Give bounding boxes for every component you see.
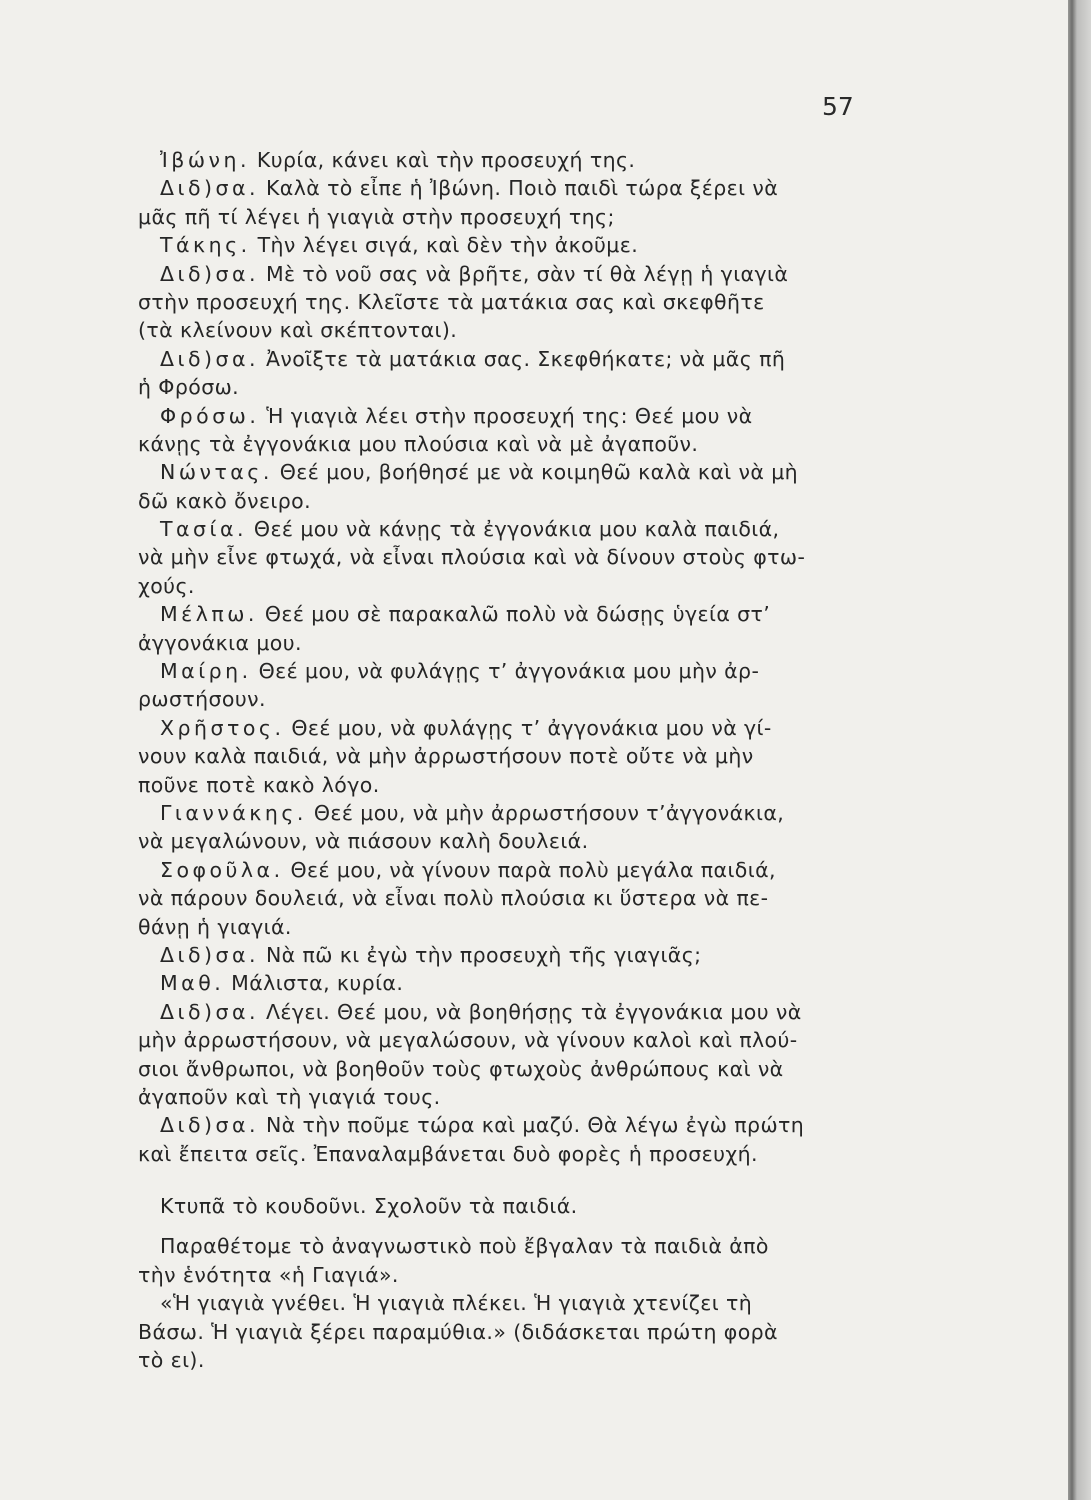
paragraph-line: Παραθέτομε τὸ ἀναγνωστικὸ ποὺ ἔβγαλαν τὰ παιδιὰ ἀπὸ [160,1234,769,1259]
line-text: ἀγαποῦν καὶ τὴ γιαγιά τους. [138,1084,441,1109]
line-text: ποῦνε ποτὲ κακὸ λόγο. [138,772,380,797]
dialogue-line [138,146,878,174]
line-text: ρωστήσουν. [138,687,266,712]
dialogue-line [138,1083,878,1111]
dialogue-line [138,969,878,997]
dialogue-line [138,373,878,401]
dialogue-line [138,1111,878,1139]
dialogue-line [138,1140,878,1168]
dialogue-line [138,260,878,288]
dialogue-line [138,742,878,770]
line-text: νουν καλὰ παιδιά, νὰ μὴν ἀρρωστήσουν ποτὲ οὔτε νὰ μὴν [138,744,754,769]
line-text: νὰ μὴν εἶνε φτωχά, νὰ εἶναι πλούσια καὶ νὰ δίνουν στοὺς φτω- [138,545,806,570]
speaker-name: Τάκης. [160,233,251,258]
line-text: καὶ ἔπειτα σεῖς. Ἐπαναλαμβάνεται δυὸ φορὲς ἡ προσευχή. [138,1141,758,1166]
line-text: δῶ κακὸ ὄνειρο. [138,488,312,513]
dialogue-line [138,458,878,486]
speaker-name: Γιαννάκης. [160,800,307,825]
line-text: χούς. [138,573,195,598]
dialogue-line [138,430,878,458]
line-text: Κυρία, κάνει καὶ τὴν προσευχή της. [250,148,636,172]
dialogue-line [138,856,878,884]
closing-paragraph [138,1232,878,1374]
dialogue-line [138,231,878,259]
line-text: νὰ πάρουν δουλειά, νὰ εἶναι πολὺ πλούσια κι ὕστερα νὰ πε- [138,886,769,911]
dialogue-line [138,543,878,571]
dialogue-line [138,941,878,969]
line-text: Θεέ μου, νὰ μὴν ἀρρωστήσουν τ’ἀγγονάκια, [306,800,785,825]
speaker-name: Διδ)σα. [160,999,260,1024]
dialogue-line [138,799,878,827]
dialogue-line [138,515,878,543]
speaker-name: Νώντας. [160,460,273,485]
line-text: Θεέ μου, νὰ γίνουν παρὰ πολὺ μεγάλα παιδιά, [283,857,776,882]
dialogue-line [138,174,878,202]
speaker-name: Διδ)σα. [160,346,260,371]
paragraph-line: Βάσω. Ἡ γιαγιὰ ξέρει παραμύθια.» (διδάσκεται πρώτη φορὰ [138,1319,778,1344]
dialogue-line [138,316,878,344]
dialogue-line [138,827,878,855]
speaker-name: Μαθ. [160,971,225,996]
speaker-name: Σοφοῦλα. [160,857,284,882]
line-text: Μάλιστα, κυρία. [224,971,404,996]
line-text: Θεέ μου νὰ κάνῃς τὰ ἐγγονάκια μου καλὰ παιδιά, [247,517,780,542]
dialogue-line [138,402,878,430]
dialogue-line [138,685,878,713]
page-number: 57 [822,92,854,121]
line-text: Καλὰ τὸ εἶπε ἡ Ἰβώνη. Ποιὸ παιδὶ τώρα ξέρει νὰ [259,176,779,201]
paragraph-line: τὴν ἑνότητα «ἡ Γιαγιά». [138,1262,399,1287]
line-text: Τὴν λέγει σιγά, καὶ δὲν τὴν ἀκοῦμε. [250,233,639,258]
line-text: κάνῃς τὰ ἐγγονάκια μου πλούσια καὶ νὰ μὲ ἀγαποῦν. [138,431,699,456]
paragraph-gap [138,1168,878,1192]
dialogue-line [138,288,878,316]
line-text: μᾶς πῆ τί λέγει ἡ γιαγιὰ στὴν προσευχή της; [138,204,615,229]
dialogue-line [138,487,878,515]
speaker-name: Μαίρη. [160,659,252,684]
dialogue-line [138,884,878,912]
line-text: θάνῃ ἡ γιαγιά. [138,914,292,939]
speaker-name: Διδ)σα. [160,261,260,286]
dialogue-line [138,1026,878,1054]
paragraph-line: «Ἡ γιαγιὰ γνέθει. Ἡ γιαγιὰ πλέκει. Ἡ γιαγιὰ χτενίζει τὴ [160,1291,753,1316]
line-text: Θεέ μου σὲ παρακαλῶ πολὺ νὰ δώσῃς ὑγεία στ’ [257,602,771,627]
stage-direction: Κτυπᾶ τὸ κουδοῦνι. Σχολοῦν τὰ παιδιά. [160,1194,578,1219]
line-text: στὴν προσευχή της. Κλεῖστε τὰ ματάκια σας καὶ σκεφθῆτε [138,289,765,314]
line-text: Ἡ γιαγιὰ λέει στὴν προσευχή της: Θεέ μου νὰ [259,403,753,428]
dialogue-line [138,203,878,231]
dialogue-line [138,714,878,742]
line-text: Ἀνοῖξτε τὰ ματάκια σας. Σκεφθήκατε; νὰ μᾶς πῆ [259,346,786,371]
speaker-name: Ἰβώνη. [160,148,250,172]
line-text: Μὲ τὸ νοῦ σας νὰ βρῆτε, σὰν τί θὰ λέγῃ ἡ γιαγιὰ [259,261,789,286]
paragraph-line: τὸ ει). [138,1348,205,1373]
line-text: Θεέ μου, βοήθησέ με νὰ κοιμηθῶ καλὰ καὶ νὰ μὴ [272,460,799,485]
line-text: Νὰ τὴν ποῦμε τώρα καὶ μαζύ. Θὰ λέγω ἐγὼ πρώτη [259,1113,805,1138]
speaker-name: Διδ)σα. [160,176,260,201]
line-text: Νὰ πῶ κι ἐγὼ τὴν προσευχὴ τῆς γιαγιᾶς; [259,942,702,967]
line-text: νὰ μεγαλώνουν, νὰ πιάσουν καλὴ δουλειά. [138,829,589,854]
line-text: Θεέ μου, νὰ φυλάγῃς τ’ ἀγγονάκια μου νὰ γί- [284,715,772,740]
line-text: Θεέ μου, νὰ φυλάγῃς τ’ ἀγγονάκια μου μὴν ἀρ- [251,659,760,684]
line-text: (τὰ κλείνουν καὶ σκέπτονται). [138,318,458,343]
speaker-name: Διδ)σα. [160,942,260,967]
line-text: ἡ Φρόσω. [138,375,240,400]
dialogue-line [138,345,878,373]
speaker-name: Διδ)σα. [160,1113,260,1138]
page-edge-shadow [1068,0,1091,1500]
line-text: Λέγει. Θεέ μου, νὰ βοηθήσῃς τὰ ἐγγονάκια μου νὰ [259,999,802,1024]
dialogue-line [138,657,878,685]
speaker-name: Μέλπω. [160,602,258,627]
speaker-name: Χρῆστος. [160,715,285,740]
dialogue-line [138,572,878,600]
speaker-name: Φρόσω. [160,403,260,428]
dialogue-line [138,600,878,628]
paragraph-gap [138,1220,878,1232]
dialogue-section [138,146,878,1168]
dialogue-line [138,913,878,941]
speaker-name: Τασία. [160,517,247,542]
dialogue-line [138,1055,878,1083]
dialogue-line [138,629,878,657]
dialogue-line [138,771,878,799]
line-text: μὴν ἀρρωστήσουν, νὰ μεγαλώσουν, νὰ γίνουν καλοὶ καὶ πλού- [138,1028,798,1053]
dialogue-line [138,998,878,1026]
body-text [138,146,878,1374]
line-text: ἀγγονάκια μου. [138,630,302,655]
line-text: σιοι ἄνθρωποι, νὰ βοηθοῦν τοὺς φτωχοὺς ἀνθρώπους καὶ νὰ [138,1056,784,1081]
